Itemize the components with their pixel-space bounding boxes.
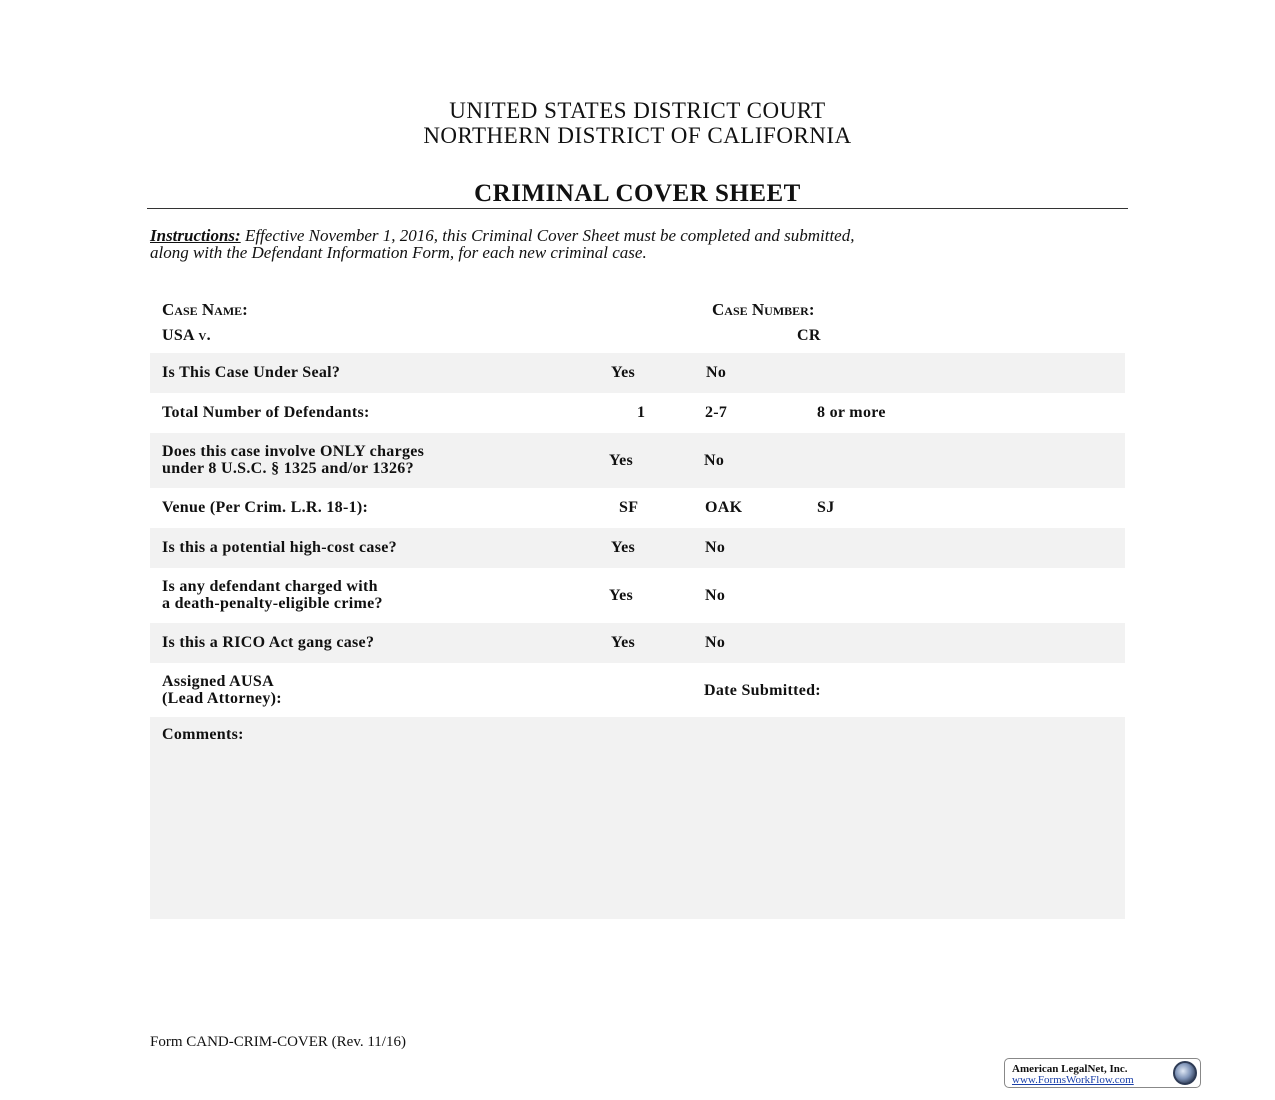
page-title: CRIMINAL COVER SHEET: [474, 180, 801, 207]
case-name-field[interactable]: USA v.: [162, 327, 211, 344]
ausa-label: [162, 673, 282, 707]
date-submitted-label: Date Submitted:: [704, 682, 821, 699]
case-number-label: Case Number:: [712, 300, 815, 319]
district-name: NORTHERN DISTRICT OF CALIFORNIA: [423, 123, 852, 148]
option-no[interactable]: No: [705, 634, 726, 651]
globe-logo-icon: [1173, 1061, 1197, 1085]
option-yes[interactable]: Yes: [611, 634, 636, 651]
option-8-or-more[interactable]: 8 or more: [817, 404, 886, 421]
question-label-line2: under 8 U.S.C. § 1325 and/or 1326?: [162, 460, 414, 477]
comments-label: Comments:: [162, 726, 244, 743]
badge-company: American LegalNet, Inc.: [1012, 1063, 1128, 1075]
option-yes[interactable]: Yes: [611, 364, 636, 381]
legalnet-badge[interactable]: [1004, 1058, 1201, 1088]
question-row-high-cost: [150, 528, 1125, 568]
ausa-row: [150, 663, 1125, 717]
instructions: [150, 227, 1125, 261]
instructions-line1: Effective November 1, 2016, this Criminal Cover Sheet must be completed and submitted,: [244, 226, 855, 245]
option-yes[interactable]: Yes: [611, 539, 636, 556]
question-row-under-seal: [150, 353, 1125, 393]
question-label-line1: Is any defendant charged with: [162, 578, 378, 595]
title-divider: [147, 208, 1128, 209]
option-yes[interactable]: Yes: [609, 587, 634, 604]
question-row-defendants: [150, 393, 1125, 433]
option-no[interactable]: No: [706, 364, 727, 381]
question-row-venue: [150, 488, 1125, 528]
court-name: UNITED STATES DISTRICT COURT: [449, 98, 826, 123]
option-sf[interactable]: SF: [619, 499, 639, 516]
option-no[interactable]: No: [704, 452, 725, 469]
question-label: Is this a RICO Act gang case?: [162, 634, 375, 651]
option-sj[interactable]: SJ: [817, 499, 835, 516]
option-yes[interactable]: Yes: [609, 452, 634, 469]
question-label: Total Number of Defendants:: [162, 404, 370, 421]
question-row-immigration-charges: [150, 433, 1125, 488]
option-2-7[interactable]: 2-7: [705, 404, 728, 421]
question-label: [162, 443, 424, 477]
case-name-label: Case Name:: [162, 300, 248, 319]
question-row-death-penalty: [150, 568, 1125, 623]
option-no[interactable]: No: [705, 587, 726, 604]
question-label-line1: Does this case involve ONLY charges: [162, 443, 425, 460]
question-label: [162, 578, 383, 612]
ausa-label-line2: (Lead Attorney):: [162, 690, 282, 707]
instructions-line2: along with the Defendant Information Form, for each new criminal case.: [150, 243, 647, 262]
question-row-rico: [150, 623, 1125, 663]
comments-box[interactable]: [150, 717, 1125, 919]
instructions-label: Instructions:: [150, 226, 241, 245]
option-oak[interactable]: OAK: [705, 499, 743, 516]
case-number-field[interactable]: CR: [797, 327, 821, 344]
option-1[interactable]: 1: [637, 404, 646, 421]
option-no[interactable]: No: [705, 539, 726, 556]
question-label: Is This Case Under Seal?: [162, 364, 341, 381]
ausa-label-line1: Assigned AUSA: [162, 673, 274, 690]
question-label-line2: a death-penalty-eligible crime?: [162, 595, 383, 612]
form-id: Form CAND-CRIM-COVER (Rev. 11/16): [150, 1034, 406, 1050]
question-label: Is this a potential high-cost case?: [162, 539, 397, 556]
badge-link[interactable]: www.FormsWorkFlow.com: [1012, 1074, 1134, 1086]
question-label: Venue (Per Crim. L.R. 18-1):: [162, 499, 369, 516]
